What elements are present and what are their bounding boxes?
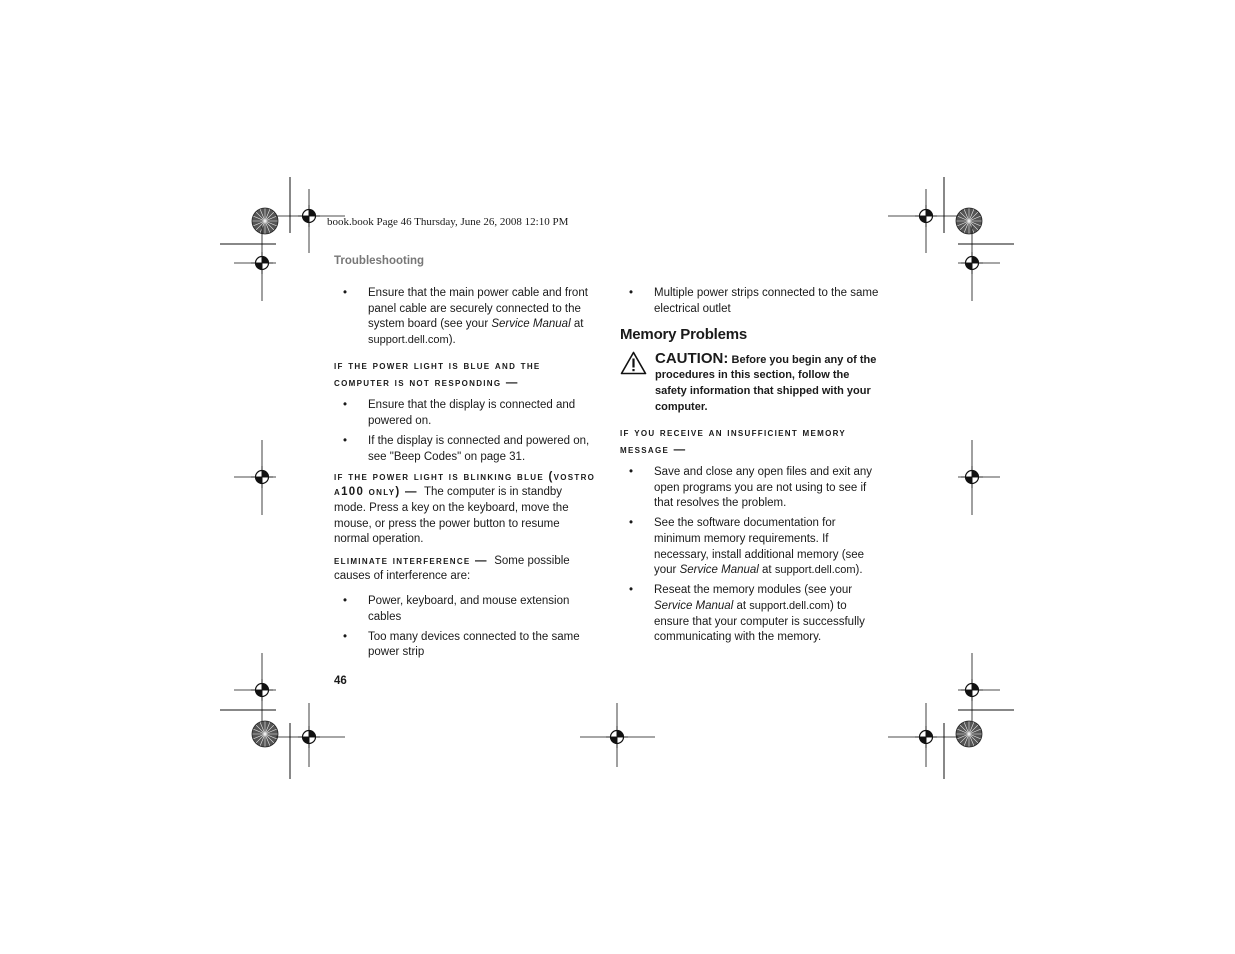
url-text: support.dell.com: [749, 599, 830, 612]
bullet-list: [334, 286, 596, 348]
paragraph-text: Some possible causes of interference are:: [334, 554, 570, 583]
registration-mark-icon: [961, 466, 983, 488]
registration-mark-icon: [961, 252, 983, 274]
list-item: • Power, keyboard, and mouse extension cables: [343, 594, 570, 623]
run-in-heading: eliminate interference —: [334, 554, 488, 567]
bullet-icon: •: [629, 287, 634, 299]
caution-label: CAUTION:: [655, 349, 729, 367]
caution-text: Before you begin any of the procedures in this section, follow the safety information that shipped with your computer.: [655, 353, 877, 413]
section-title: Memory Problems: [620, 326, 748, 344]
slug-line: book.book Page 46 Thursday, June 26, 2008 12:10 PM: [327, 216, 569, 228]
registration-mark-icon: [606, 726, 628, 748]
bullet-icon: •: [629, 584, 634, 597]
left-column: [334, 286, 596, 665]
list-item: • Too many devices connected to the same power strip: [343, 630, 580, 659]
section-paragraph: [334, 554, 596, 585]
caution-triangle-icon: [620, 351, 647, 375]
registration-mark-icon: [251, 679, 273, 701]
caution-notice: [620, 351, 882, 415]
section-heading: [334, 358, 596, 392]
registration-mark-icon: [915, 726, 937, 748]
registration-mark-icon: [298, 205, 320, 227]
list-item: • Save and close any open files and exit any open programs you are not using to see if that resolves the problem.: [629, 466, 873, 510]
section-heading: [620, 425, 882, 459]
list-item: • Ensure that the main power cable and front panel cable are securely connected to the system board (see your Service Manual at support.dell.com).: [343, 287, 588, 346]
bullet-icon: •: [343, 399, 348, 412]
list-item: • Multiple power strips connected to the same electrical outlet: [629, 287, 879, 315]
registration-mark-icon: [915, 205, 937, 227]
url-text: support.dell.com: [774, 564, 856, 577]
color-calibration-disc-icon: [956, 208, 982, 234]
bullet-list: [334, 398, 596, 465]
bullet-icon: •: [343, 287, 348, 299]
paragraph-text: The computer is in standby mode. Press a key on the keyboard, move the mouse, or press the power button to resume normal operation.: [334, 486, 569, 546]
color-calibration-disc-icon: [956, 721, 982, 747]
run-in-heading: if you receive an insufficient memory message —: [620, 427, 847, 457]
run-in-heading: if the power light is blinking blue (vostro a100 only) —: [334, 470, 596, 499]
registration-mark-icon: [251, 466, 273, 488]
bullet-icon: •: [343, 435, 348, 448]
page-number: 46: [334, 675, 347, 687]
bullet-icon: •: [629, 517, 634, 530]
color-calibration-disc-icon: [252, 208, 278, 234]
registration-mark-icon: [251, 252, 273, 274]
list-item: • Reseat the memory modules (see your Service Manual at support.dell.com) to ensure that your computer is successfully communicating with the memory.: [629, 584, 865, 644]
running-head: Troubleshooting: [334, 255, 425, 267]
bullet-icon: •: [343, 594, 348, 607]
bullet-list: [620, 286, 882, 317]
list-item: • If the display is connected and powered on, see "Beep Codes" on page 31.: [343, 435, 590, 463]
bullet-icon: •: [343, 630, 348, 643]
registration-mark-icon: [961, 679, 983, 701]
list-item: • See the software documentation for minimum memory requirements. If necessary, install additional memory (see your Service Manual at support.dell.com).: [629, 517, 865, 577]
run-in-heading: if the power light is blue and the computer is not responding —: [334, 360, 541, 390]
color-calibration-disc-icon: [252, 721, 278, 747]
right-column: [620, 286, 882, 650]
bullet-list: [620, 465, 882, 646]
registration-mark-icon: [298, 726, 320, 748]
url-text: support.dell.com: [368, 333, 449, 346]
section-paragraph: [334, 470, 596, 548]
list-item: • Ensure that the display is connected and powered on.: [343, 399, 576, 427]
bullet-list: [334, 594, 596, 661]
bullet-icon: •: [629, 466, 634, 479]
